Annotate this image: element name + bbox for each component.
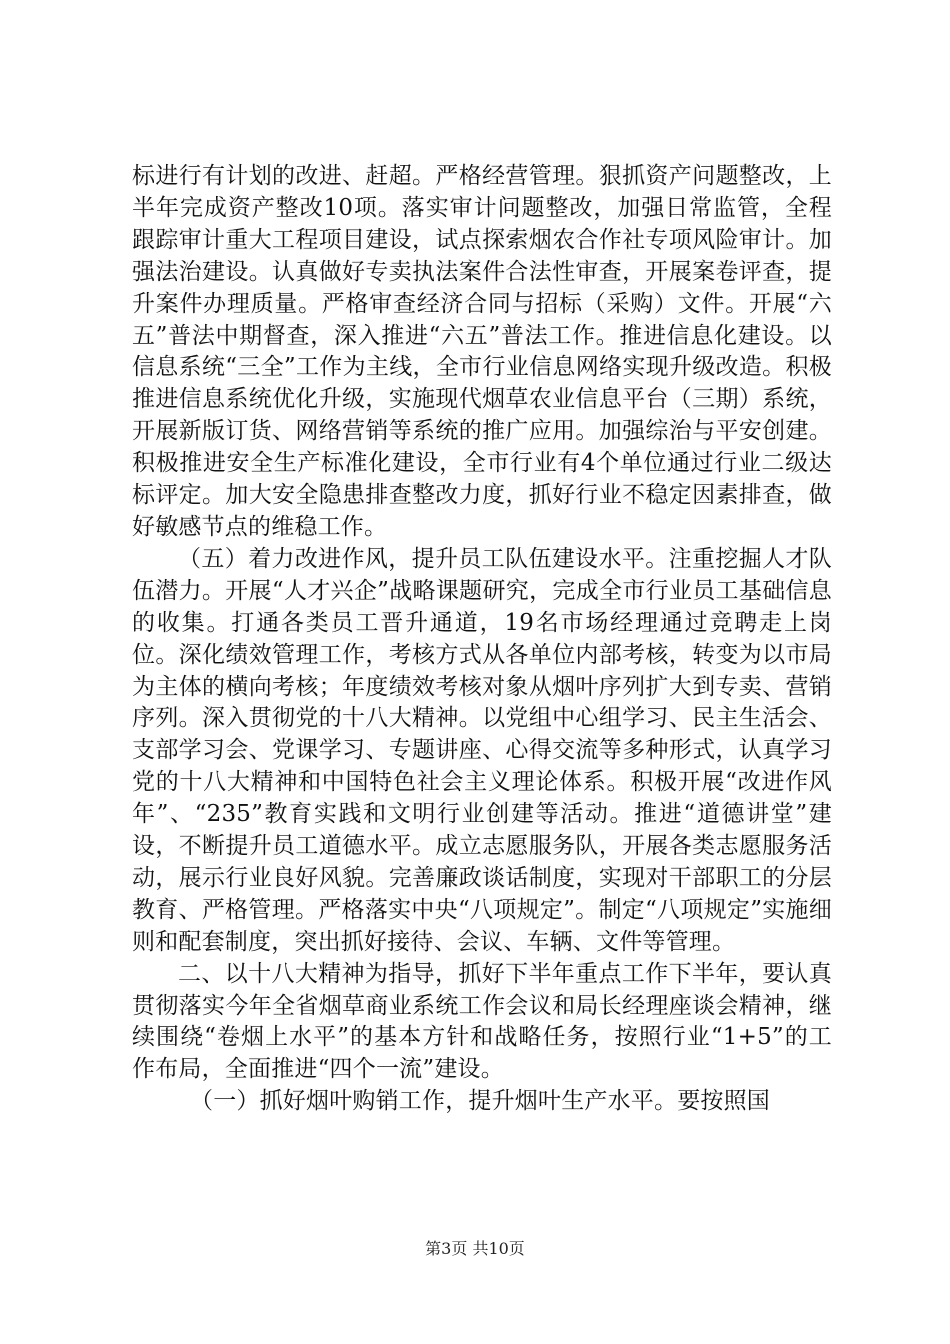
paragraph-tobacco-leaf-sales: （一）抓好烟叶购销工作，提升烟叶生产水平。要按照国 [190,1088,770,1115]
paragraph-asset-management: 标进行有计划的改进、赶超。严格经营管理。狠抓资产问题整改，上半年完成资产整改10项。落实审计问题整改，加强日常监管，全程跟踪审计重大工程项目建设，试点探索烟农合作社专项风险审计。加强法治建设。认真做好专卖执法案件合法性审查，开展案卷评查，提升案件办理质量。严格审查经济合同与招标（采购）文件。开展“六五”普法中期督查，深入推进“六五”普法工作。推进信息化建设。以信息系统“三全”工作为主线，全市行业信息网络实现升级改造。积极推进信息系统优化升级，实施现代烟草农业信息平台（三期）系统，开展新版订货、网络营销等系统的推广应用。加强综治与平安创建。积极推进安全生产标准化建设，全市行业有4个单位通过行业二级达标评定。加大安全隐患排查整改力度，抓好行业不稳定因素排查，做好敏感节点的维稳工作。 [132,163,832,540]
paragraph-workstyle-improvement: （五）着力改进作风，提升员工队伍建设水平。注重挖掘人才队伍潜力。开展“人才兴企”战略课题研究，完成全市行业员工基础信息的收集。打通各类员工晋升通道，19名市场经理通过竞聘走上岗位。深化绩效管理工作，考核方式从各单位内部考核，转变为以市局为主体的横向考核；年度绩效考核对象从烟叶序列扩大到专卖、营销序列。深入贯彻党的十八大精神。以党组中心组学习、民主生活会、支部学习会、党课学习、专题讲座、心得交流等多种形式，认真学习党的十八大精神和中国特色社会主义理论体系。积极开展“改进作风年”、“235”教育实践和文明行业创建等活动。推进“道德讲堂”建设，不断提升员工道德水平。成立志愿服务队，开展各类志愿服务活动，展示行业良好风貌。完善廉政谈话制度，实现对干部职工的分层教育、严格管理。严格落实中央“八项规定”。制定“八项规定”实施细则和配套制度，突出抓好接待、会议、车辆、文件等管理。 [132,545,832,955]
paragraph-second-half-plan: 二、以十八大精神为指导，抓好下半年重点工作下半年，要认真贯彻落实今年全省烟草商业系统工作会议和局长经理座谈会精神，继续围绕“卷烟上水平”的基本方针和战略任务，按照行业“1+5”的工作布局，全面推进“四个一流”建设。 [132,960,832,1083]
page-number-footer: 第3页 共10页 [425,1239,525,1258]
document-body [132,161,832,1118]
